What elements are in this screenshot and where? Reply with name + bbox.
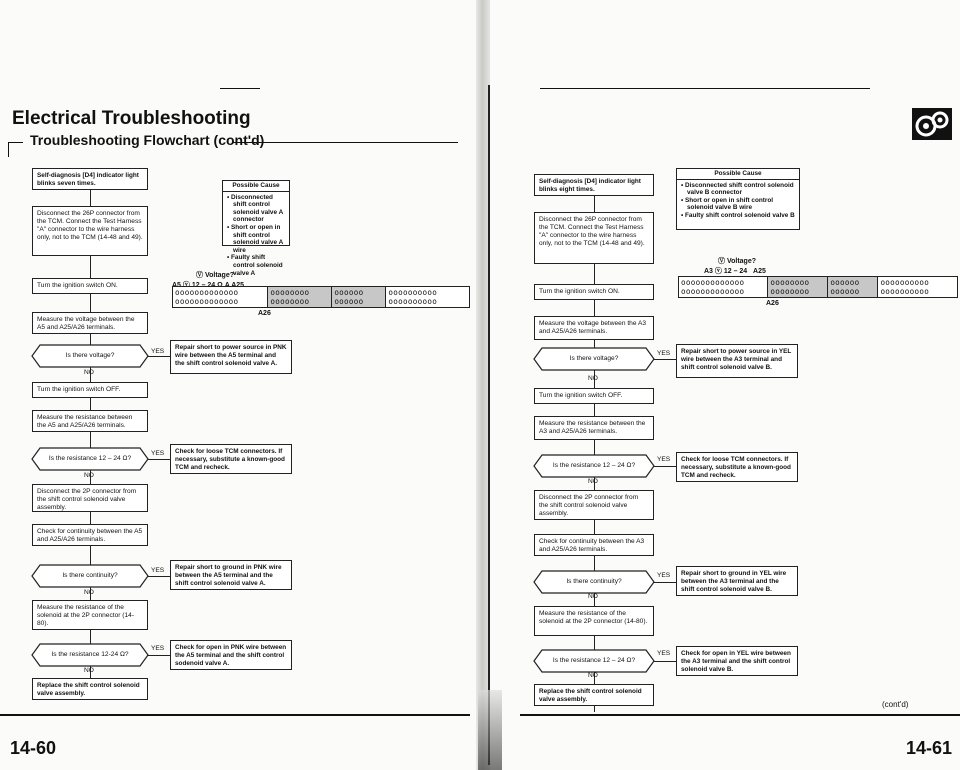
yes-label: YES: [657, 456, 671, 463]
page-number-right: 14-61: [906, 738, 953, 758]
voltmeter-label: Ⓥ Voltage?: [196, 272, 234, 279]
no-label: NO: [588, 478, 598, 485]
cause-item: • Faulty shift control solenoid valve A: [227, 254, 283, 277]
step-measure-resistance: Measure the resistance between the A5 and A25/A26 terminals.: [32, 410, 148, 432]
a26-connector-diagram: [172, 286, 470, 308]
question-voltage: Is there voltage?: [534, 348, 654, 370]
yes-connector: [148, 655, 170, 656]
step-measure-resistance: Measure the resistance between the A3 and A25/A26 terminals.: [534, 416, 654, 440]
possible-cause-header: Possible Cause: [677, 169, 799, 180]
question-resistance: Is the resistance 12 – 24 Ω?: [32, 448, 148, 470]
footer-rule-left: [0, 714, 470, 716]
no-label: NO: [84, 369, 94, 376]
connector-id-label: A26: [766, 300, 779, 307]
footer-rule-right: [520, 714, 960, 716]
flow-start-box: Self-diagnosis [D4] indicator light blinks eight times.: [534, 174, 654, 196]
page-subtitle: Troubleshooting Flowchart (cont'd): [30, 132, 265, 148]
result-open-wire: Check for open in PNK wire between the A5 terminal and the shift control sodenoid valve A.: [170, 640, 292, 670]
step-ignition-off: Turn the ignition switch OFF.: [534, 388, 654, 404]
no-label: NO: [588, 672, 598, 679]
a26-connector-diagram: [678, 276, 958, 298]
yes-connector: [148, 459, 170, 460]
step-disconnect-2p: Disconnect the 2P connector from the shift control solenoid valve assembly.: [32, 484, 148, 512]
yes-label: YES: [657, 572, 671, 579]
continued-label: (cont'd): [882, 700, 909, 709]
no-label: NO: [588, 593, 598, 600]
possible-cause-header: Possible Cause: [223, 181, 289, 192]
yes-connector: [654, 466, 676, 467]
page-title: Electrical Troubleshooting: [12, 108, 251, 129]
step-ignition-off: Turn the ignition switch OFF.: [32, 382, 148, 398]
voltmeter-label: Ⓥ Voltage?: [718, 258, 756, 265]
step-measure-voltage: Measure the voltage between the A3 and A25/A26 terminals.: [534, 316, 654, 340]
cause-item: • Short or open in shift control solenoid valve B wire: [681, 196, 774, 212]
page-number-left: 14-60: [10, 738, 57, 758]
step-ignition-on: Turn the ignition switch ON.: [32, 278, 148, 294]
voltmeter-icon: Ⓥ: [196, 272, 203, 279]
yes-connector: [148, 356, 170, 357]
top-rule-left: [220, 88, 260, 89]
step-check-continuity: Check for continuity between the A3 and A25/A26 terminals.: [534, 534, 654, 556]
yes-label: YES: [657, 650, 671, 657]
result-short-to-power: Repair short to power source in PNK wire between the A5 terminal and the shift control solenoid valve A.: [170, 340, 292, 374]
result-short-to-ground: Repair short to ground in YEL wire between the A3 terminal and the shift control solenoid valve B.: [676, 566, 798, 596]
result-open-wire: Check for open in YEL wire between the A3 terminal and the shift control solenoid valve B.: [676, 646, 798, 676]
no-label: NO: [84, 589, 94, 596]
cause-item: • Disconnected shift control solenoid valve B connector: [681, 181, 794, 197]
connector-seg-4: oooooooooo oooooooooo: [388, 288, 438, 306]
section-logo-icon: [912, 108, 952, 140]
connector-id-label: A26: [258, 310, 271, 317]
no-label: NO: [588, 375, 598, 382]
subtitle-rule: [232, 142, 458, 143]
top-rule-right: [540, 88, 870, 89]
yes-label: YES: [151, 645, 165, 652]
gutter-rule: [488, 85, 490, 765]
connector-seg-4: oooooooooo oooooooooo: [880, 278, 930, 296]
connector-seg-2: oooooooo oooooooo: [268, 287, 332, 307]
question-continuity: Is there continuity?: [534, 571, 654, 593]
step-measure-solenoid: Measure the resistance of the solenoid at the 2P connector (14-80).: [32, 600, 148, 630]
possible-cause-box: [222, 180, 290, 277]
flow-start-box: Self-diagnosis [D4] indicator light blinks seven times.: [32, 168, 148, 190]
yes-connector: [654, 359, 676, 360]
connector-seg-2: oooooooo oooooooo: [768, 277, 828, 297]
step-check-continuity: Check for continuity between the A5 and A25/A26 terminals.: [32, 524, 148, 546]
voltmeter-icon: Ⓥ: [718, 258, 725, 265]
result-check-tcm: Check for loose TCM connectors. If necessary, substitute a known-good TCM and recheck.: [170, 444, 292, 474]
question-resistance: Is the resistance 12 – 24 Ω?: [534, 455, 654, 477]
step-disconnect-26p: Disconnect the 26P connector from the TCM. Connect the Test Harness "A" connector to the wire harness only, not to the TCM (14-48 and 49).: [32, 206, 148, 256]
yes-label: YES: [151, 450, 165, 457]
possible-cause-box: [676, 168, 800, 230]
connector-seg-3: oooooo oooooo: [332, 287, 386, 307]
question-voltage: Is there voltage?: [32, 345, 148, 367]
pin-labels: A3 ⓥ 12 – 24 A25: [704, 268, 766, 275]
result-check-tcm: Check for loose TCM connectors. If necessary, substitute a known-good TCM and recheck.: [676, 452, 798, 482]
yes-label: YES: [151, 567, 165, 574]
subtitle-bracket: [8, 142, 23, 157]
cause-item: • Faulty shift control solenoid valve B: [681, 211, 795, 219]
step-disconnect-26p: Disconnect the 26P connector from the TCM. Connect the Test Harness "A" connector to the wire harness only, not to the TCM (14-48 and 49).: [534, 212, 654, 264]
question-resistance-solenoid: Is the resistance 12-24 Ω?: [32, 644, 148, 666]
cause-item: • Short or open in shift control solenoid valve A wire: [227, 223, 283, 254]
no-label: NO: [84, 472, 94, 479]
yes-connector: [654, 661, 676, 662]
cause-item: • Disconnected shift control solenoid valve A connector: [227, 193, 283, 224]
result-short-to-power: Repair short to power source in YEL wire between the A3 terminal and shift control solenoid valve B.: [676, 344, 798, 378]
step-ignition-on: Turn the ignition switch ON.: [534, 284, 654, 300]
no-label: NO: [84, 667, 94, 674]
step-disconnect-2p: Disconnect the 2P connector from the shift control solenoid valve assembly.: [534, 490, 654, 520]
question-resistance-solenoid: Is the resistance 12 – 24 Ω?: [534, 650, 654, 672]
scan-shadow: [478, 690, 502, 770]
yes-label: YES: [657, 350, 671, 357]
question-continuity: Is there continuity?: [32, 565, 148, 587]
step-measure-voltage: Measure the voltage between the A5 and A25/A26 terminals.: [32, 312, 148, 334]
flow-end-replace-valve: Replace the shift control solenoid valve assembly.: [32, 678, 148, 700]
yes-connector: [654, 582, 676, 583]
connector-seg-3: oooooo oooooo: [828, 277, 878, 297]
connector-seg-1: ooooooooooooo ooooooooooooo: [173, 287, 268, 307]
flow-end-replace-valve: Replace the shift control solenoid valve assembly.: [534, 684, 654, 706]
connector-seg-1: ooooooooooooo ooooooooooooo: [679, 277, 768, 297]
yes-connector: [148, 576, 170, 577]
yes-label: YES: [151, 348, 165, 355]
result-short-to-ground: Repair short to ground in PNK wire between the A5 terminal and the shift control solenoid valve A.: [170, 560, 292, 590]
step-measure-solenoid: Measure the resistance of the solenoid at the 2P connector (14-80).: [534, 606, 654, 636]
